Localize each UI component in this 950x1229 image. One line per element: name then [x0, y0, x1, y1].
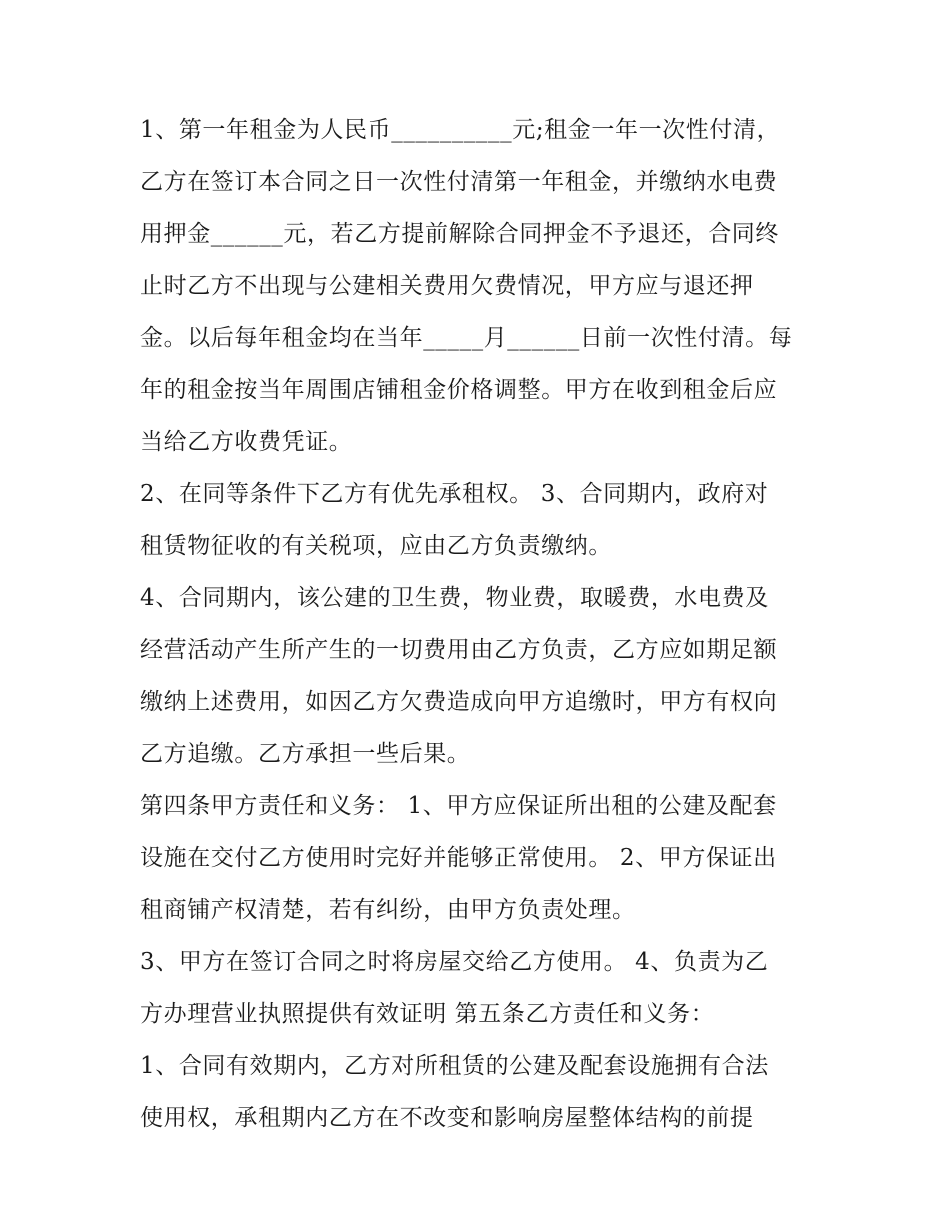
text-line: 用押金______元，若乙方提前解除合同押金不予退还，合同终 — [140, 221, 779, 247]
text-line: 止时乙方不出现与公建相关费用欠费情况，甲方应与退还押 — [140, 273, 754, 299]
text-line: 乙方在签订本合同之日一次性付清第一年租金，并缴纳水电费 — [140, 169, 778, 195]
text-line: 租赁物征收的有关税项，应由乙方负责缴纳。 — [140, 533, 612, 559]
text-line: 方办理营业执照提供有效证明 第五条乙方责任和义务： — [140, 1001, 715, 1027]
text-line: 经营活动产生所产生的一切费用由乙方负责，乙方应如期足额 — [140, 637, 778, 663]
text-line: 年的租金按当年周围店铺租金价格调整。甲方在收到租金后应 — [140, 377, 778, 403]
document-body — [140, 104, 820, 1144]
text-line: 设施在交付乙方使用时完好并能够正常使用。 2、甲方保证出 — [140, 845, 777, 871]
text-line: 使用权，承租期内乙方在不改变和影响房屋整体结构的前提 — [140, 1105, 754, 1131]
text-line: 金。以后每年租金均在当年_____月______日前一次性付清。每 — [140, 325, 793, 351]
text-line: 当给乙方收费凭证。 — [140, 429, 353, 455]
text-line: 3、甲方在签订合同之时将房屋交给乙方使用。 4、负责为乙 — [140, 949, 769, 975]
text-line: 1、合同有效期内，乙方对所租赁的公建及配套设施拥有合法 — [140, 1053, 769, 1079]
text-line: 4、合同期内，该公建的卫生费，物业费，取暖费，水电费及 — [140, 585, 769, 611]
text-line: 第四条甲方责任和义务： 1、甲方应保证所出租的公建及配套 — [140, 793, 777, 819]
text-line: 1、第一年租金为人民币__________元;租金一年一次性付清， — [140, 117, 781, 143]
text-line: 乙方追缴。乙方承担一些后果。 — [140, 741, 471, 767]
text-line: 缴纳上述费用，如因乙方欠费造成向甲方追缴时，甲方有权向 — [140, 689, 778, 715]
text-line: 2、在同等条件下乙方有优先承租权。 3、合同期内，政府对 — [140, 481, 769, 507]
text-line: 租商铺产权清楚，若有纠纷，由甲方负责处理。 — [140, 897, 636, 923]
